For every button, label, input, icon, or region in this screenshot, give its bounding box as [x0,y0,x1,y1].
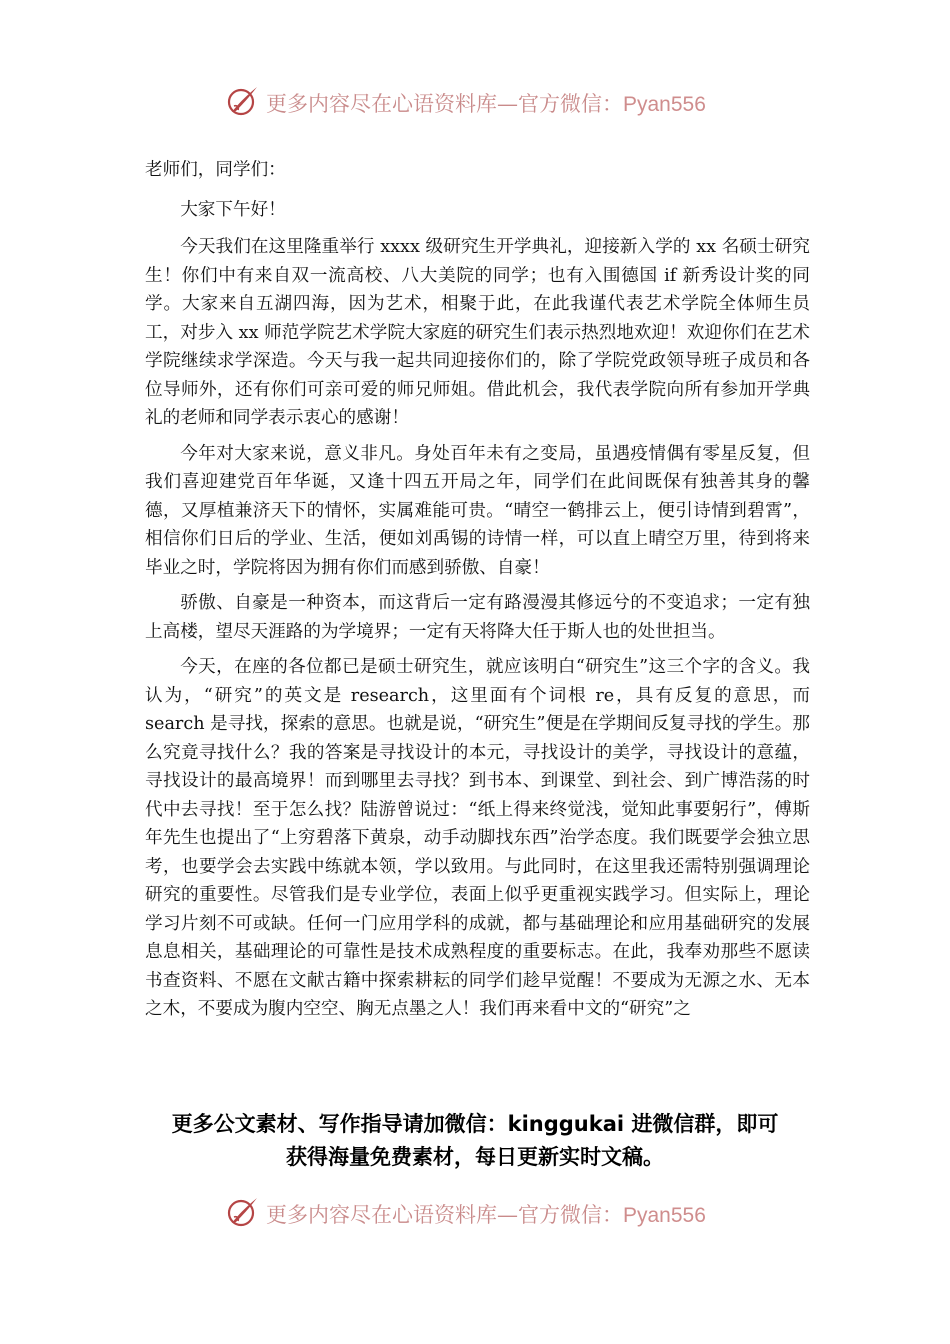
promo-notice [100,1108,850,1174]
promo-notice-line-1: 更多公文素材、写作指导请加微信：kinggukai 进微信群，即可 [171,1112,779,1136]
promo-notice-line-2: 获得海量免费素材，每日更新实时文稿。 [286,1145,664,1169]
header-watermark-banner [0,82,950,122]
letter-body [145,156,810,1031]
paragraph-significance: 今年对大家来说，意义非凡。身处百年未有之变局，虽遇疫情偶有零星反复，但我们喜迎建党百年华诞，又逢十四五开局之年，同学们在此间既保有独善其身的馨德，又厚植兼济天下的情怀，实属难能可贵。“晴空一鹤排云上，便引诗情到碧霄”，相信你们日后的学业、生活，便如刘禹锡的诗情一样，可以直上晴空万里，待到将来毕业之时，学院将因为拥有你们而感到骄傲、自豪！ [145,443,810,578]
quill-logo-icon [226,84,260,118]
banner-text: 更多内容尽在心语资料库—官方微信：Pyan556 [266,92,706,116]
wechat-handle: Pyan556 [623,1204,706,1227]
paragraph-pursuit: 骄傲、自豪是一种资本，而这背后一定有路漫漫其修远兮的不变追求；一定有独上高楼，望尽天涯路的为学境界；一定有天将降大任于斯人也的处世担当。 [145,593,810,642]
paragraph-welcome: 今天我们在这里隆重举行 xxxx 级研究生开学典礼，迎接新入学的 xx 名硕士研究生！你们中有来自双一流高校、八大美院的同学；也有入围德国 if 新秀设计奖的同学。大家来自五湖四海，因为艺术，相聚于此，在此我谨代表艺术学院全体师生员工，对步入 xx 师范学院艺术学院大家庭的研究生们表示热烈地欢迎！欢迎你们在艺术学院继续求学深造。今天与我一起共同迎接你们的，除了学院党政领导班子成员和各位导师外，还有你们可亲可爱的师兄师姐。借此机会，我代表学院向所有参加开学典礼的老师和同学表示衷心的感谢！ [145,237,810,428]
footer-watermark-banner [0,1193,950,1233]
banner-text: 更多内容尽在心语资料库—官方微信：Pyan556 [266,1203,706,1227]
paragraph-research: 今天，在座的各位都已是硕士研究生，就应该明白“研究生”这三个字的含义。我认为，“研究”的英文是 research，这里面有个词根 re，具有反复的意思，而 search 是寻找，探索的意思。也就是说，“研究生”便是在学期间反复寻找的学生。那么究竟寻找什么？我的答案是寻找设计的本元，寻找设计的美学，寻找设计的意蕴，寻找设计的最高境界！而到哪里去寻找？到书本、到课堂、到社会、到广博浩荡的时代中去寻找！至于怎么找？陆游曾说过：“纸上得来终觉浅，觉知此事要躬行”，傅斯年先生也提出了“上穷碧落下黄泉，动手动脚找东西”治学态度。我们既要学会独立思考，也要学会去实践中练就本领，学以致用。与此同时，在这里我还需特别强调理论研究的重要性。尽管我们是专业学位，表面上似乎更重视实践学习。但实际上，理论学习片刻不可或缺。任何一门应用学科的成就，都与基础理论和应用基础研究的发展息息相关，基础理论的可靠性是技术成熟程度的重要标志。在此，我奉劝那些不愿读书查资料、不愿在文献古籍中探索耕耘的同学们趁早觉醒！不要成为无源之水、无本之木，不要成为腹内空空、胸无点墨之人！我们再来看中文的“研究”之 [145,657,810,1019]
wechat-handle: Pyan556 [623,93,706,116]
salutation: 老师们，同学们： [145,160,286,180]
greeting: 大家下午好！ [180,199,286,220]
quill-logo-icon [226,1195,260,1229]
